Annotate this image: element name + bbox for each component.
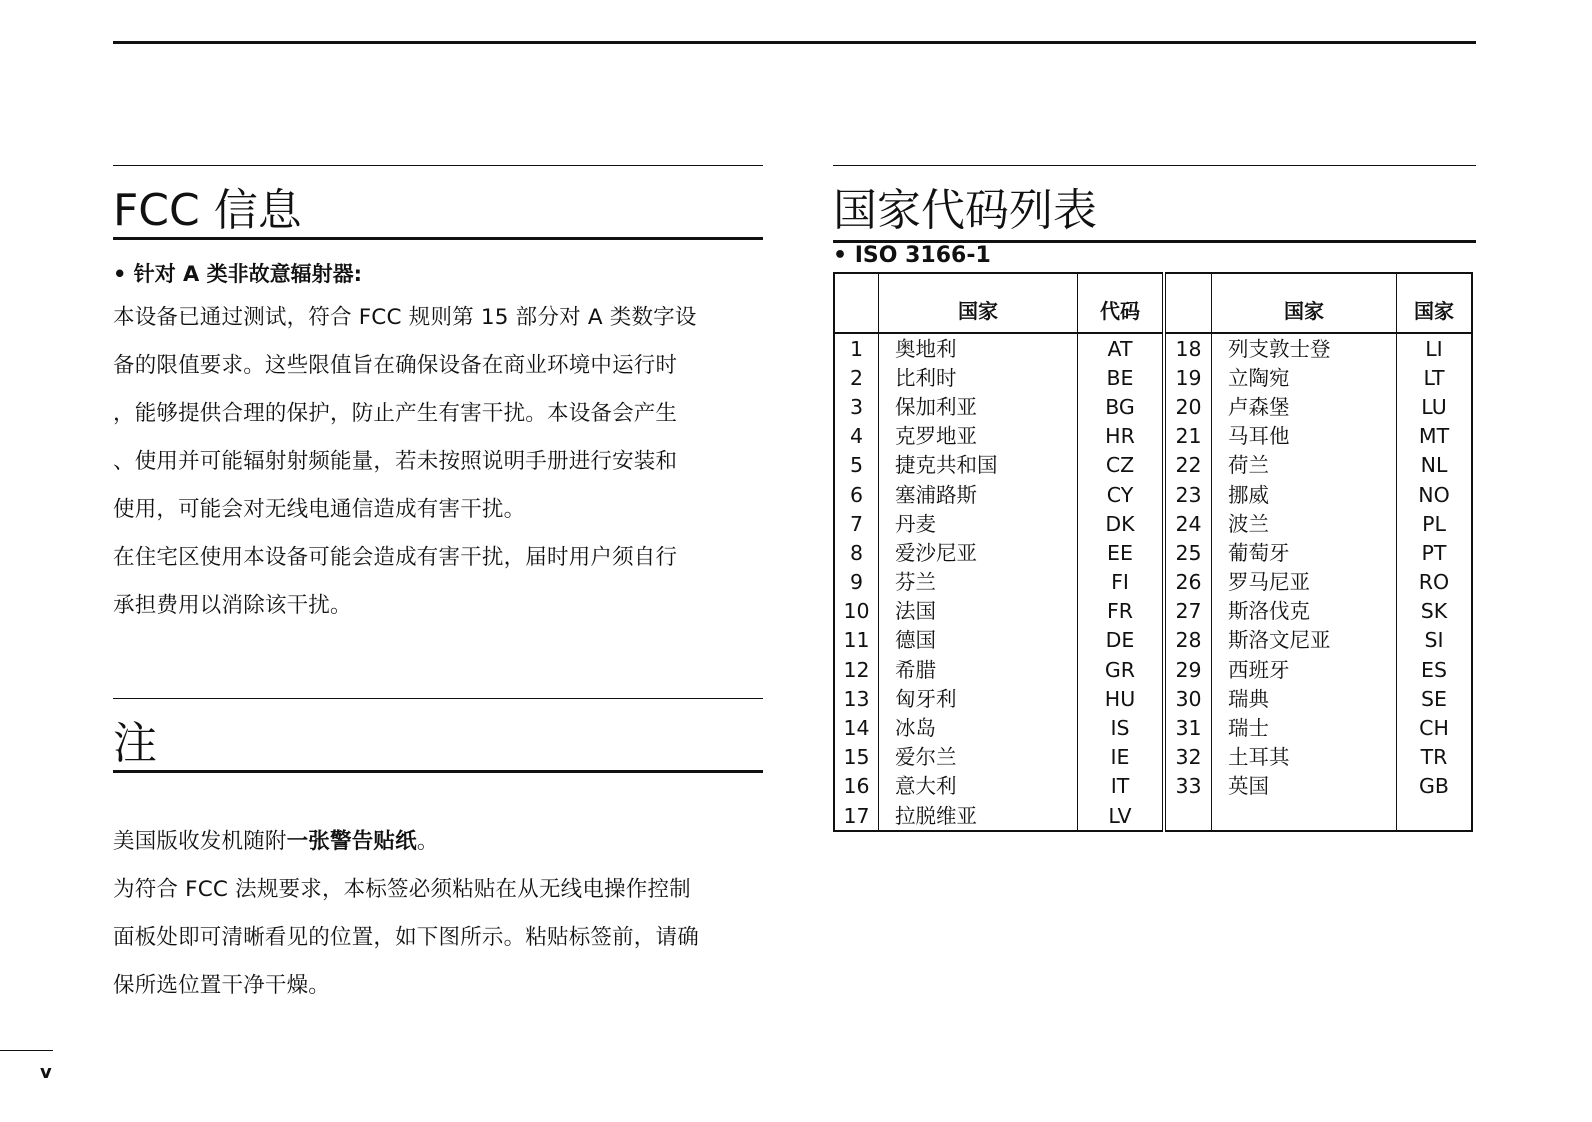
row-num: 18	[1164, 333, 1212, 363]
row-num: 27	[1164, 597, 1212, 626]
row-country: 保加利亚	[879, 392, 1078, 421]
row-code: RO	[1418, 570, 1450, 595]
note-line-1-end: 。	[416, 829, 439, 854]
row-code: LU	[1421, 394, 1447, 419]
row-num: 15	[834, 743, 879, 772]
row-num: 3	[834, 392, 879, 421]
row-num: 6	[834, 480, 879, 509]
row-country: 斯洛文尼亚	[1212, 626, 1397, 655]
row-country: 卢森堡	[1212, 392, 1397, 421]
row-country: 挪威	[1212, 480, 1397, 509]
row-country: 立陶宛	[1212, 363, 1397, 392]
row-num: 32	[1164, 743, 1212, 772]
row-code: EE	[1078, 538, 1165, 567]
row-country: 爱尔兰	[879, 743, 1078, 772]
row-country: 爱沙尼亚	[879, 538, 1078, 567]
note-line-1-bold: 一张警告贴纸	[286, 829, 417, 854]
row-num: 14	[834, 713, 879, 742]
row-code	[1397, 801, 1473, 831]
note-title: 注	[113, 718, 157, 769]
table-row	[834, 684, 1472, 713]
header-code-left: 代码	[1078, 273, 1165, 333]
country-title: 国家代码列表	[833, 185, 1097, 236]
row-code: NL	[1420, 453, 1448, 478]
row-num: 21	[1164, 422, 1212, 451]
row-country: 瑞士	[1212, 713, 1397, 742]
row-country: 冰岛	[879, 713, 1078, 742]
row-country: 芬兰	[879, 568, 1078, 597]
header-country-right: 国家	[1212, 273, 1397, 333]
fcc-title-underline	[113, 237, 763, 240]
row-code: TR	[1420, 745, 1448, 770]
table-row	[834, 333, 1472, 363]
row-country: 捷克共和国	[879, 451, 1078, 480]
table-row	[834, 538, 1472, 567]
note-top-rule	[113, 698, 763, 699]
row-code: LV	[1078, 801, 1165, 831]
table-row	[834, 568, 1472, 597]
row-code: IS	[1078, 713, 1165, 742]
row-code: NO	[1418, 482, 1450, 507]
row-code: CY	[1078, 480, 1165, 509]
row-code: LI	[1425, 336, 1443, 361]
row-country: 奥地利	[879, 333, 1078, 363]
row-country: 英国	[1212, 772, 1397, 801]
table-row	[834, 801, 1472, 831]
row-code: BG	[1078, 392, 1165, 421]
row-num: 29	[1164, 655, 1212, 684]
row-num: 19	[1164, 363, 1212, 392]
header-num-left	[834, 273, 879, 333]
row-num: 8	[834, 538, 879, 567]
row-code: SE	[1421, 686, 1447, 711]
row-num: 22	[1164, 451, 1212, 480]
row-code: CZ	[1078, 451, 1165, 480]
row-code: BE	[1078, 363, 1165, 392]
row-num: 25	[1164, 538, 1212, 567]
row-country: 塞浦路斯	[879, 480, 1078, 509]
row-num: 28	[1164, 626, 1212, 655]
row-num: 1	[834, 333, 879, 363]
row-num: 7	[834, 509, 879, 538]
row-num: 23	[1164, 480, 1212, 509]
row-num: 5	[834, 451, 879, 480]
row-country: 罗马尼亚	[1212, 568, 1397, 597]
table-row	[834, 655, 1472, 684]
row-code: GR	[1078, 655, 1165, 684]
row-country	[1212, 801, 1397, 831]
header-rule	[113, 41, 1476, 44]
row-num: 2	[834, 363, 879, 392]
row-country: 意大利	[879, 772, 1078, 801]
row-code: DK	[1078, 509, 1165, 538]
row-code: IT	[1078, 772, 1165, 801]
row-code: AT	[1078, 333, 1165, 363]
row-country: 斯洛伐克	[1212, 597, 1397, 626]
note-body	[113, 818, 753, 1010]
row-country: 马耳他	[1212, 422, 1397, 451]
note-title-underline	[113, 770, 763, 773]
row-code: HR	[1078, 422, 1165, 451]
row-country: 法国	[879, 597, 1078, 626]
row-country: 土耳其	[1212, 743, 1397, 772]
table-row	[834, 743, 1472, 772]
row-country: 比利时	[879, 363, 1078, 392]
note-line: 为符合 FCC 法规要求，本标签必须粘贴在从无线电操作控制	[113, 877, 691, 902]
row-num: 20	[1164, 392, 1212, 421]
table-row	[834, 451, 1472, 480]
footer-rule	[0, 1050, 53, 1051]
country-code-table	[833, 272, 1473, 832]
row-num: 31	[1164, 713, 1212, 742]
row-code: FR	[1078, 597, 1165, 626]
row-code: HU	[1078, 684, 1165, 713]
row-country: 瑞典	[1212, 684, 1397, 713]
row-code: MT	[1418, 424, 1450, 449]
row-num: 11	[834, 626, 879, 655]
country-subhead: • ISO 3166-1	[833, 243, 991, 268]
row-code: ES	[1421, 657, 1447, 682]
row-country: 波兰	[1212, 509, 1397, 538]
fcc-line: 本设备已通过测试，符合 FCC 规则第 15 部分对 A 类数字设	[113, 305, 697, 330]
row-num: 33	[1164, 772, 1212, 801]
note-line: 保所选位置干净干燥。	[113, 973, 331, 998]
row-num: 16	[834, 772, 879, 801]
country-top-rule	[833, 165, 1476, 166]
row-num: 24	[1164, 509, 1212, 538]
fcc-line: 在住宅区使用本设备可能会造成有害干扰，届时用户须自行	[113, 545, 678, 570]
row-code: CH	[1419, 716, 1449, 741]
note-line-1-text: 美国版收发机随附	[113, 829, 287, 854]
row-country: 拉脱维亚	[879, 801, 1078, 831]
row-code: PT	[1421, 540, 1447, 565]
header-num-right	[1164, 273, 1212, 333]
row-code: SI	[1424, 628, 1444, 653]
note-line: 面板处即可清晰看见的位置，如下图所示。粘贴标签前，请确	[113, 925, 699, 950]
table-row	[834, 772, 1472, 801]
table-row	[834, 480, 1472, 509]
fcc-line: 使用，可能会对无线电通信造成有害干扰。	[113, 497, 526, 522]
row-code: DE	[1078, 626, 1165, 655]
row-num	[1164, 801, 1212, 831]
row-country: 匈牙利	[879, 684, 1078, 713]
fcc-title: FCC 信息	[113, 185, 302, 236]
table-row	[834, 422, 1472, 451]
row-country: 葡萄牙	[1212, 538, 1397, 567]
row-country: 丹麦	[879, 509, 1078, 538]
table-row	[834, 509, 1472, 538]
row-num: 26	[1164, 568, 1212, 597]
row-num: 30	[1164, 684, 1212, 713]
row-country: 荷兰	[1212, 451, 1397, 480]
row-num: 10	[834, 597, 879, 626]
row-num: 12	[834, 655, 879, 684]
note-line-1	[113, 818, 753, 866]
table-row	[834, 392, 1472, 421]
fcc-subhead: • 针对 A 类非故意辐射器:	[113, 262, 363, 286]
row-num: 4	[834, 422, 879, 451]
page-number: v	[40, 1062, 52, 1083]
row-code: LT	[1423, 365, 1445, 390]
row-code: PL	[1422, 511, 1446, 536]
table-header-row	[834, 273, 1472, 333]
row-country: 克罗地亚	[879, 422, 1078, 451]
fcc-top-rule	[113, 165, 763, 166]
table-row	[834, 626, 1472, 655]
fcc-line: 承担费用以消除该干扰。	[113, 593, 352, 618]
row-country: 西班牙	[1212, 655, 1397, 684]
row-country: 希腊	[879, 655, 1078, 684]
table-row	[834, 363, 1472, 392]
fcc-line: ，能够提供合理的保护，防止产生有害干扰。本设备会产生	[113, 401, 678, 426]
table-row	[834, 597, 1472, 626]
row-code: GB	[1419, 774, 1449, 799]
table-row	[834, 713, 1472, 742]
table-body	[834, 333, 1472, 831]
row-country: 列支敦士登	[1212, 333, 1397, 363]
row-code: IE	[1078, 743, 1165, 772]
row-code: SK	[1420, 599, 1448, 624]
header-code-right: 国家	[1397, 273, 1473, 333]
row-num: 13	[834, 684, 879, 713]
row-num: 17	[834, 801, 879, 831]
fcc-line: 、使用并可能辐射射频能量，若未按照说明手册进行安装和	[113, 449, 678, 474]
header-country-left: 国家	[879, 273, 1078, 333]
fcc-body	[113, 294, 753, 630]
fcc-line: 备的限值要求。这些限值旨在确保设备在商业环境中运行时	[113, 353, 678, 378]
row-country: 德国	[879, 626, 1078, 655]
row-num: 9	[834, 568, 879, 597]
row-code: FI	[1078, 568, 1165, 597]
